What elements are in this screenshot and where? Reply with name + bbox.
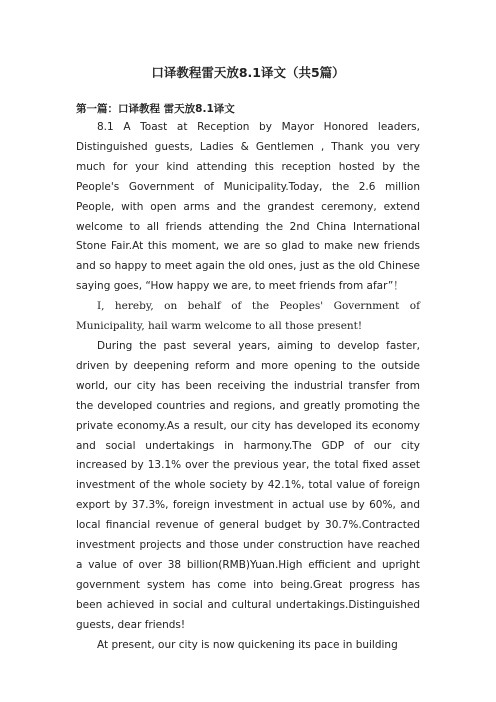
paragraph-3: During the past several years, aiming to develop faster, driven by deepening reform and more opening to the outside world, our city has been receiving the industrial transfer from the developed countries and regions, and greatly promoting the private economy.As a result, our city has developed its economy and social undertakings in harmony.The GDP of our city increased by 13.1% over the previous year, the total fixed asset investment of the whole society by 42.1%, total value of foreign export by 37.3%, foreign investment in actual use by 60%, and local financial revenue of general budget by 30.7%.Contracted investment projects and those under construction have reached a value of over 38 billion(RMB)Yuan.High efficient and upright government system has come into being.Great progress has been achieved in social and cultural undertakings.Distinguished guests, dear friends!: [76, 339, 420, 631]
paragraph-4: At present, our city is now quickening its pace in building: [97, 638, 398, 651]
document-title: 口译教程雷天放8.1译文（共5篇）: [151, 65, 345, 80]
section-title: 第一篇：口译教程 雷天放8.1译文: [76, 103, 235, 115]
paragraph-1: 8.1 A Toast at Reception by Mayor Honored leaders, Distinguished guests, Ladies & Gentlemen , Thank you very much for your kind attending this reception hosted by the People's Government of Municipality.Today, the 2.6 million People, with open arms and the grandest ceremony, extend welcome to all friends attending the 2nd China International Stone Fair.At this moment, we are so glad to make new friends and so happy to meet again the old ones, just as the old Chinese saying goes, “How happy we are, to meet friends from afar”！: [76, 121, 420, 293]
paragraph-2: I, hereby, on behalf of the Peoples' Government of Municipality, hail warm welcome to all those present!: [76, 300, 420, 333]
